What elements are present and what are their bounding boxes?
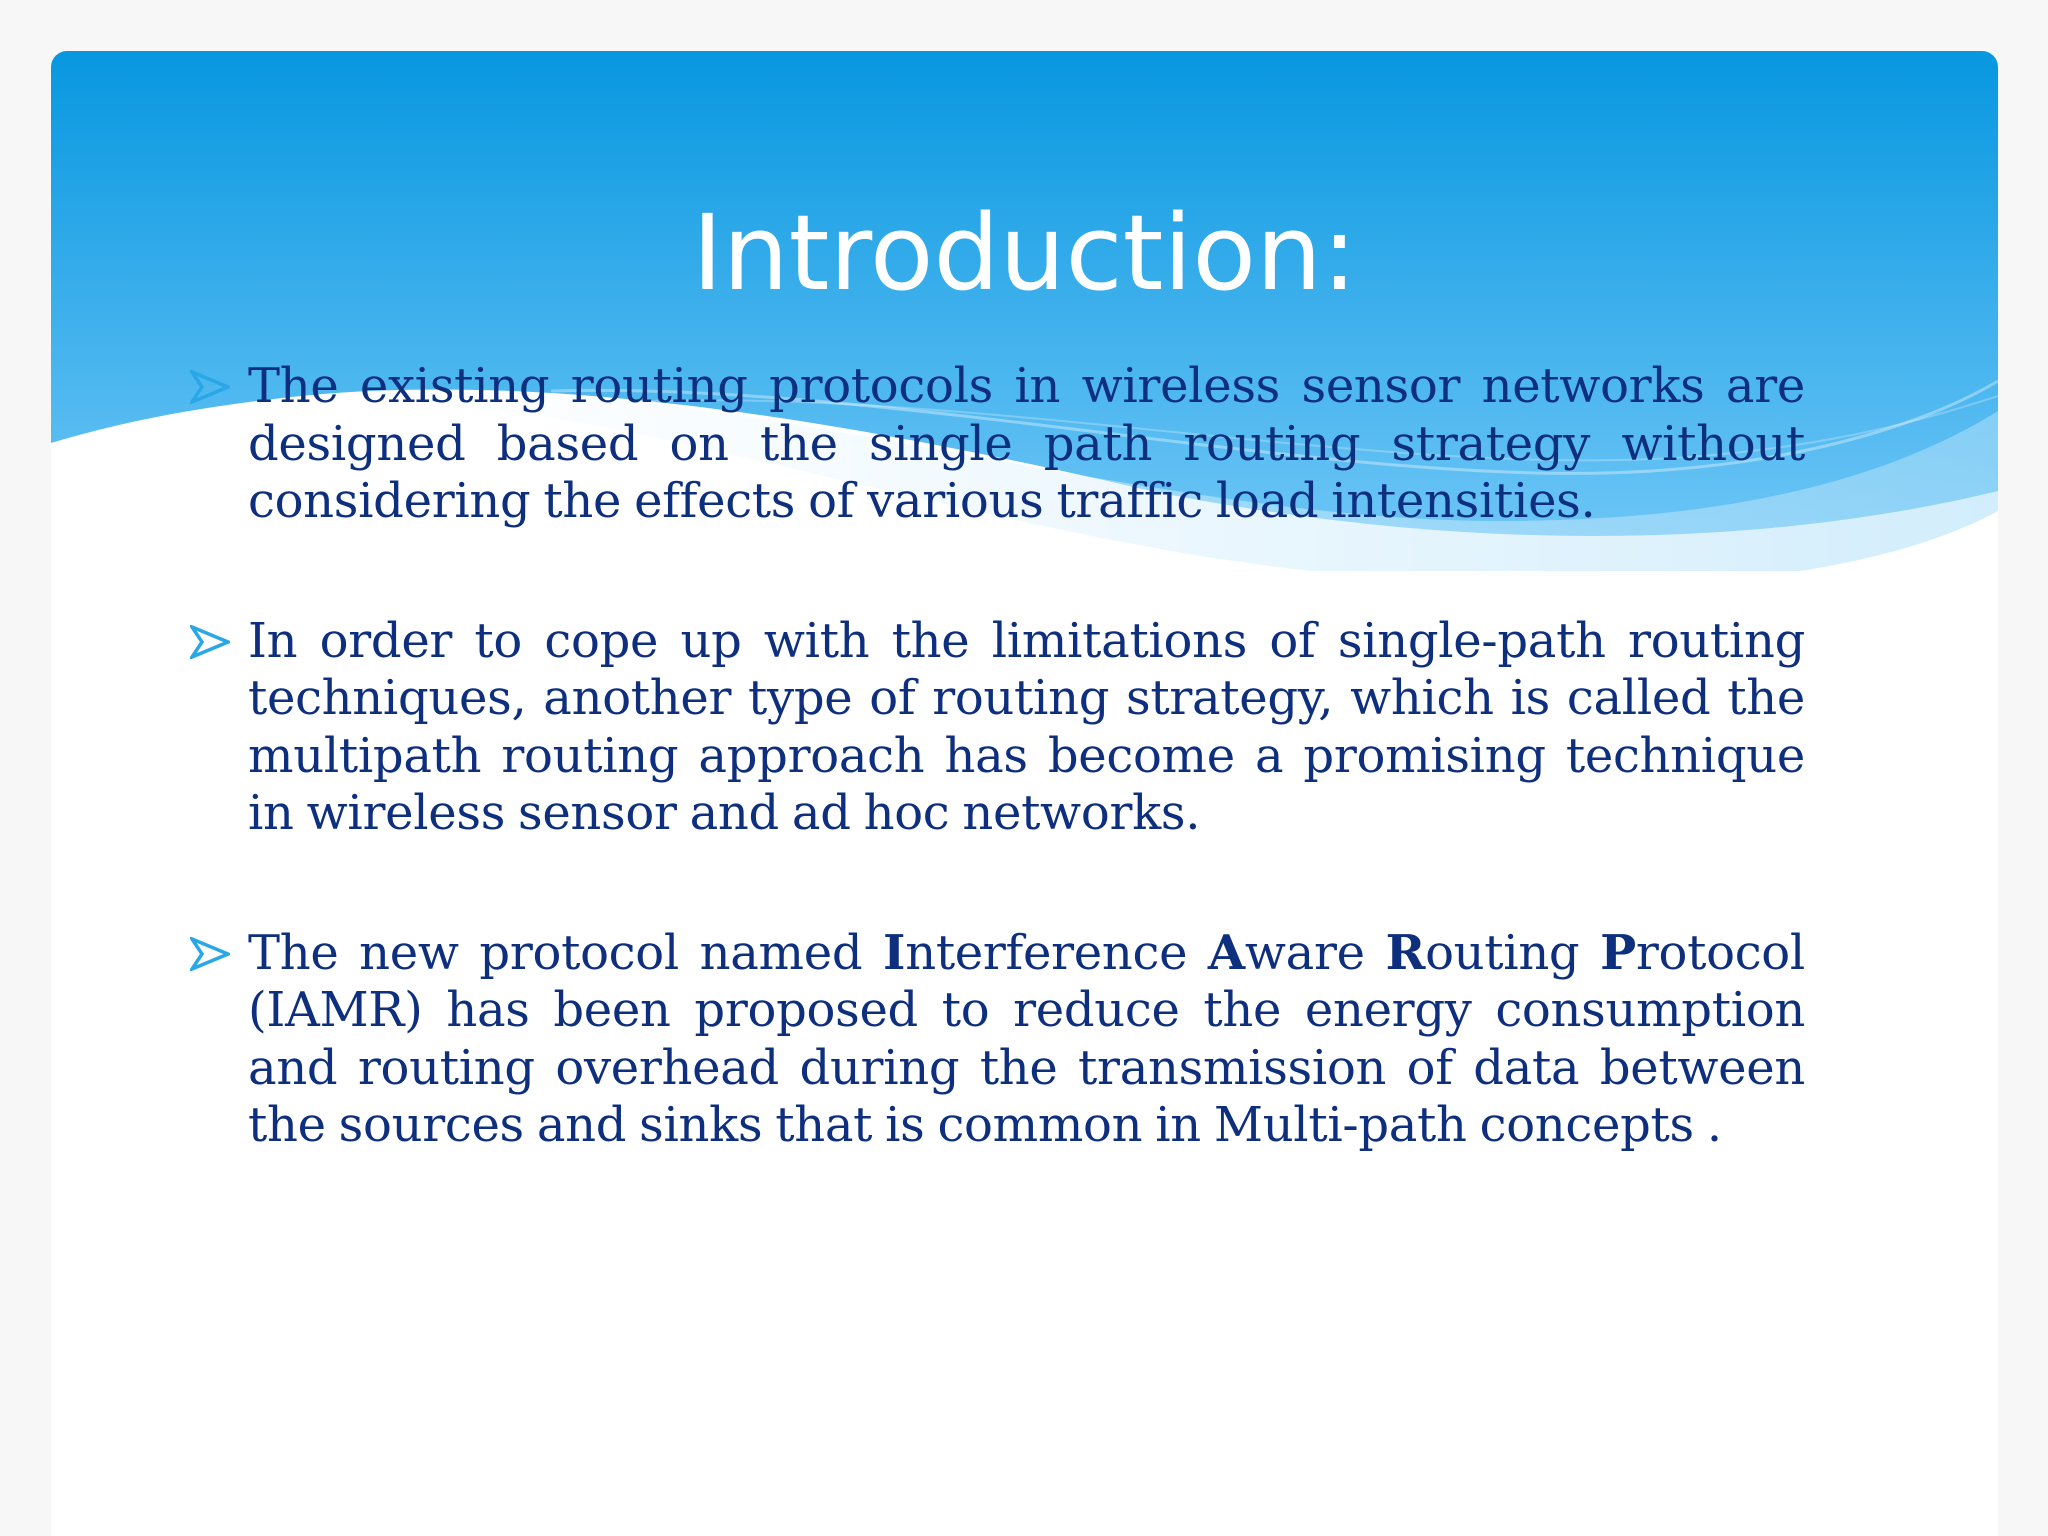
acronym-letter-r: R — [1385, 924, 1426, 981]
arrowhead-bullet-icon — [190, 937, 230, 971]
bullet-list — [190, 358, 1805, 1155]
slide-title: Introduction: — [692, 192, 1357, 314]
bullet-text-part: outing — [1425, 924, 1601, 981]
bullet-text-part: The new protocol named — [248, 924, 884, 981]
bullet-text-part: ware — [1244, 924, 1386, 981]
acronym-letter-p: P — [1600, 924, 1636, 981]
arrowhead-bullet-icon — [190, 625, 230, 659]
bullet-text-part: nterference — [905, 924, 1208, 981]
acronym-letter-i: I — [883, 924, 906, 981]
bullet-text-part: rotocol (IAMR) has been proposed to reduce the energy consumption and routing overhead during the transmission of data between the sources and sinks that is common in Multi-path concepts . — [248, 924, 1805, 1153]
acronym-letter-a: A — [1207, 924, 1245, 981]
bullet-item — [190, 358, 1805, 531]
arrowhead-bullet-icon — [190, 370, 230, 404]
bullet-text: In order to cope up with the limitations of single-path routing techniques, another type of routing strategy, which is called the multipath routing approach has become a promising technique in wireless sensor and ad hoc networks. — [248, 612, 1805, 841]
bullet-item — [190, 925, 1805, 1155]
bullet-text: The existing routing protocols in wireless sensor networks are designed based on the single path routing strategy without considering the effects of various traffic load intensities. — [248, 358, 1805, 529]
bullet-item — [190, 613, 1805, 843]
